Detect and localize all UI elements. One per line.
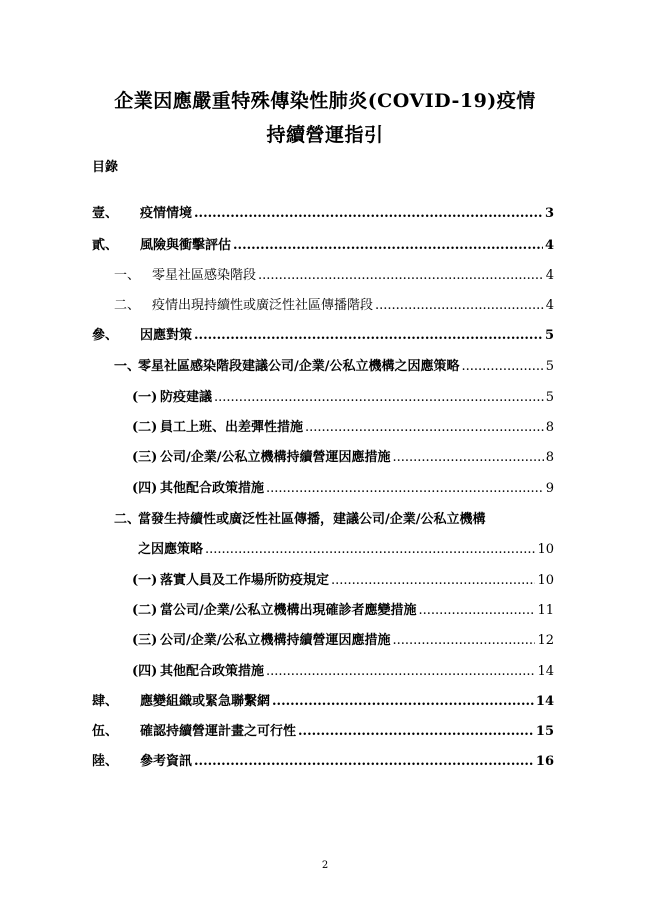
toc-entry-number: (四): [132, 664, 158, 679]
toc-entry-page: 3: [544, 206, 554, 221]
toc-leader-dots: [233, 238, 543, 253]
toc-leader-dots: [393, 633, 536, 648]
toc-entry[interactable]: [132, 599, 554, 619]
toc-entry-number: 肆、: [92, 694, 119, 709]
toc-entry-label: 疫情情境: [140, 206, 193, 221]
toc-entry-label: 公司/企業/公私立機構持續營運因應措施: [160, 450, 391, 465]
toc-leader-dots: [272, 694, 534, 709]
toc-entry-number: (三): [132, 633, 158, 648]
toc-entry-label: 零星社區感染階段建議公司/企業/公私立機構之因應策略: [138, 359, 460, 374]
toc-entry-number: 參、: [92, 328, 119, 343]
toc-entry-label: 其他配合政策措施: [160, 664, 265, 679]
toc-entry-page: 4: [544, 238, 554, 253]
toc-entry-label-continuation: 之因應策略: [138, 542, 204, 557]
toc-leader-dots: [298, 724, 534, 739]
toc-entry[interactable]: [114, 264, 554, 284]
toc-entry-number: 二、: [114, 298, 141, 313]
toc-entry-page: 9: [545, 481, 554, 496]
toc-entry[interactable]: [114, 355, 554, 375]
toc-entry-number: 一、: [114, 359, 141, 374]
toc-entry-page: 4: [545, 268, 554, 283]
toc-entry-label: 當公司/企業/公私立機構出現確診者應變措施: [160, 603, 417, 618]
toc-entry-label: 風險與衝擊評估: [140, 238, 232, 253]
toc-leader-dots: [194, 754, 534, 769]
toc-entry-label: 防疫建議: [160, 390, 213, 405]
toc-entry-page: 15: [535, 724, 554, 739]
toc-entry-number: 陸、: [92, 754, 119, 769]
toc-entry-label: 公司/企業/公私立機構持續營運因應措施: [160, 633, 391, 648]
toc-entry-number: 壹、: [92, 206, 119, 221]
toc-entry-number: (三): [132, 450, 158, 465]
toc-leader-dots: [462, 359, 544, 374]
toc-entry[interactable]: [92, 324, 554, 344]
toc-entry-page: 8: [545, 420, 554, 435]
toc-leader-dots: [419, 603, 536, 618]
toc-leader-dots: [393, 450, 544, 465]
toc-entry-label: 因應對策: [140, 328, 193, 343]
toc-entry-label: 當發生持續性或廣泛性社區傳播，建議公司/企業/公私立機構: [138, 512, 486, 527]
toc-heading: 目錄: [92, 160, 119, 175]
toc-entry-number: 一、: [114, 268, 141, 283]
toc-entry-page: 10: [537, 573, 554, 588]
toc-leader-dots: [331, 573, 535, 588]
toc-leader-dots: [194, 206, 543, 221]
toc-entry[interactable]: [92, 720, 554, 740]
toc-entry-continuation[interactable]: [138, 538, 554, 558]
toc-entry-label: 落實人員及工作場所防疫規定: [160, 573, 330, 588]
toc-entry-number: (四): [132, 481, 158, 496]
toc-entry-page: 10: [537, 542, 554, 557]
toc-entry-page: 14: [535, 694, 554, 709]
toc-entry-page: 5: [545, 359, 554, 374]
toc-leader-dots: [205, 542, 535, 557]
toc-entry-page: 4: [545, 298, 554, 313]
toc-leader-dots: [266, 481, 544, 496]
toc-entry-page: 12: [537, 633, 554, 648]
toc-entry[interactable]: [92, 690, 554, 710]
toc-entry-page: 11: [537, 603, 554, 618]
toc-entry[interactable]: [132, 569, 554, 589]
toc-entry-number: 伍、: [92, 724, 119, 739]
toc-entry-page: 5: [544, 328, 554, 343]
document-title-line-2: 持續營運指引: [266, 124, 384, 146]
toc-entry[interactable]: [132, 477, 554, 497]
toc-leader-dots: [258, 268, 544, 283]
toc-entry-number: (二): [132, 603, 158, 618]
toc-entry[interactable]: [92, 750, 554, 770]
page-number: 2: [321, 860, 329, 871]
toc-entry-page: 8: [545, 450, 554, 465]
document-title-line-1: 企業因應嚴重特殊傳染性肺炎(COVID-19)疫情: [114, 90, 536, 112]
toc-entry-label: 零星社區感染階段: [152, 268, 257, 283]
toc-entry[interactable]: [92, 202, 554, 222]
toc-entry[interactable]: [132, 416, 554, 436]
toc-entry-number: 二、: [114, 512, 141, 527]
toc-leader-dots: [214, 390, 544, 405]
toc-leader-dots: [194, 328, 543, 343]
toc-entry[interactable]: [114, 294, 554, 314]
toc-entry-page: 5: [545, 390, 554, 405]
toc-entry[interactable]: [114, 508, 554, 528]
toc-entry-label: 確認持續營運計畫之可行性: [140, 724, 297, 739]
toc-entry-label: 應變組織或緊急聯繫網: [140, 694, 271, 709]
toc-entry-number: (一): [132, 573, 158, 588]
toc-entry[interactable]: [132, 446, 554, 466]
toc-entry[interactable]: [132, 386, 554, 406]
toc-entry-page: 16: [535, 754, 554, 769]
toc-entry-number: (一): [132, 390, 158, 405]
toc-entry-label: 員工上班、出差彈性措施: [160, 420, 304, 435]
toc-entry-label: 疫情出現持續性或廣泛性社區傳播階段: [152, 298, 374, 313]
toc-entry[interactable]: [92, 234, 554, 254]
toc-entry-number: (二): [132, 420, 158, 435]
toc-leader-dots: [266, 664, 535, 679]
toc-entry-page: 14: [537, 664, 554, 679]
toc-entry-label: 其他配合政策措施: [160, 481, 265, 496]
toc-entry-label: 參考資訊: [140, 754, 193, 769]
toc-leader-dots: [305, 420, 544, 435]
toc-leader-dots: [375, 298, 544, 313]
toc-entry-number: 貳、: [92, 238, 119, 253]
toc-entry[interactable]: [132, 629, 554, 649]
toc-entry[interactable]: [132, 660, 554, 680]
